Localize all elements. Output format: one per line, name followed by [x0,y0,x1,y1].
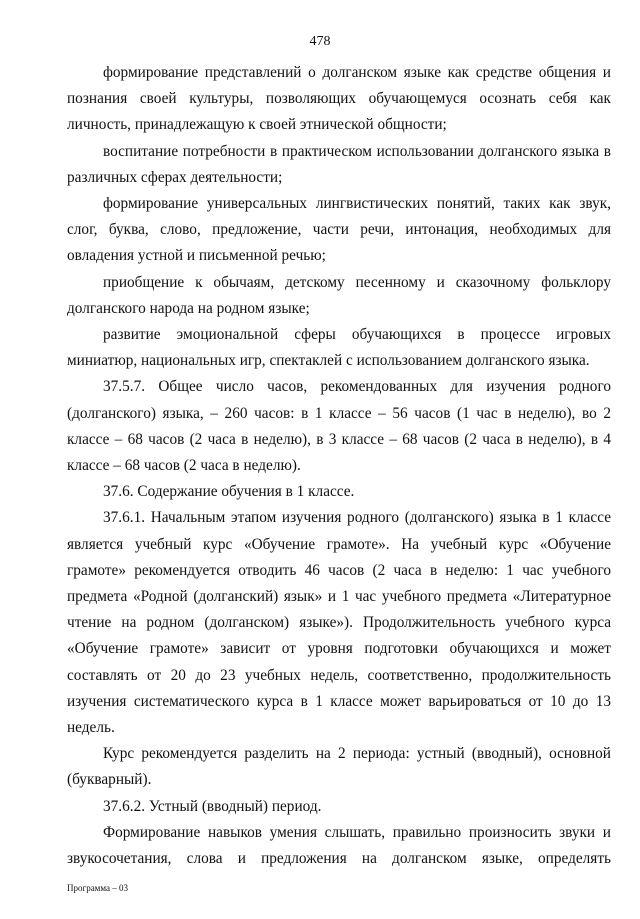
paragraph-course-periods: Курс рекомендуется разделить на 2 периода: устный (вводный), основной (букварный). [67,745,611,789]
paragraph-practical-use-need: воспитание потребности в практическом использовании долганского языка в различных сферах деятельности; [67,142,611,186]
paragraph-dolgan-language-representation: формирование представлений о долганском языке как средстве общения и познания своей культуры, позволяющих обучающемуся осознать себя как личность, принадлежащую к своей этнической общности; [67,64,611,134]
page-number: 478 [309,34,331,49]
paragraph-folklore-customs: приобщение к обычаям, детскому песенному и сказочному фольклору долганского народа на родном языке; [67,273,611,317]
paragraph-skills-formation: Формирование навыков умения слышать, правильно произносить звуки и звукосочетания, слова и предложения на долганском языке, определять [67,823,611,868]
heading-section-37-6: 37.6. Содержание обучения в 1 классе. [103,483,355,501]
paragraph-section-37-5-7: 37.5.7. Общее число часов, рекомендованных для изучения родного (долганского) языка, – 260 часов: в 1 классе – 56 часов (1 час в неделю), во 2 классе – 68 часов (2 часа в неделю), в 3 классе – 68 часов (2 часа в неделю), в 4 классе – 68 часов (2 часа в неделю). [67,378,611,475]
paragraph-linguistic-concepts: формирование универсальных лингвистических понятий, таких как звук, слог, буква, слово, предложение, части речи, интонация, необходимых для овладения устной и письменной речью; [67,195,611,265]
heading-section-37-6-2: 37.6.2. Устный (вводный) период. [103,797,322,815]
paragraph-section-37-6-1: 37.6.1. Начальным этапом изучения родного (долганского) языка в 1 классе является учебный курс «Обучение грамоте». На учебный курс «Обучение грамоте» рекомендуется отводить 46 часов (2 часа в неделю: 1 час учебного предмета «Родной (долганский) язык» и 1 час учебного предмета «Литературное чтение на родном (долганском) языке»). Продолжительность учебного курса «Обучение грамоте» зависит от уровня подготовки обучающихся и может составлять от 20 до 23 учебных недель, соответственно, продолжительность изучения систематического курса в 1 классе может варьироваться от 10 до 13 недель. [67,509,611,737]
footer-program-label: Программа – 03 [67,883,129,893]
paragraph-emotional-development: развитие эмоциональной сферы обучающихся в процессе игровых миниатюр, национальных игр, спектаклей с использованием долганского языка. [67,326,611,370]
body-text [67,60,611,872]
